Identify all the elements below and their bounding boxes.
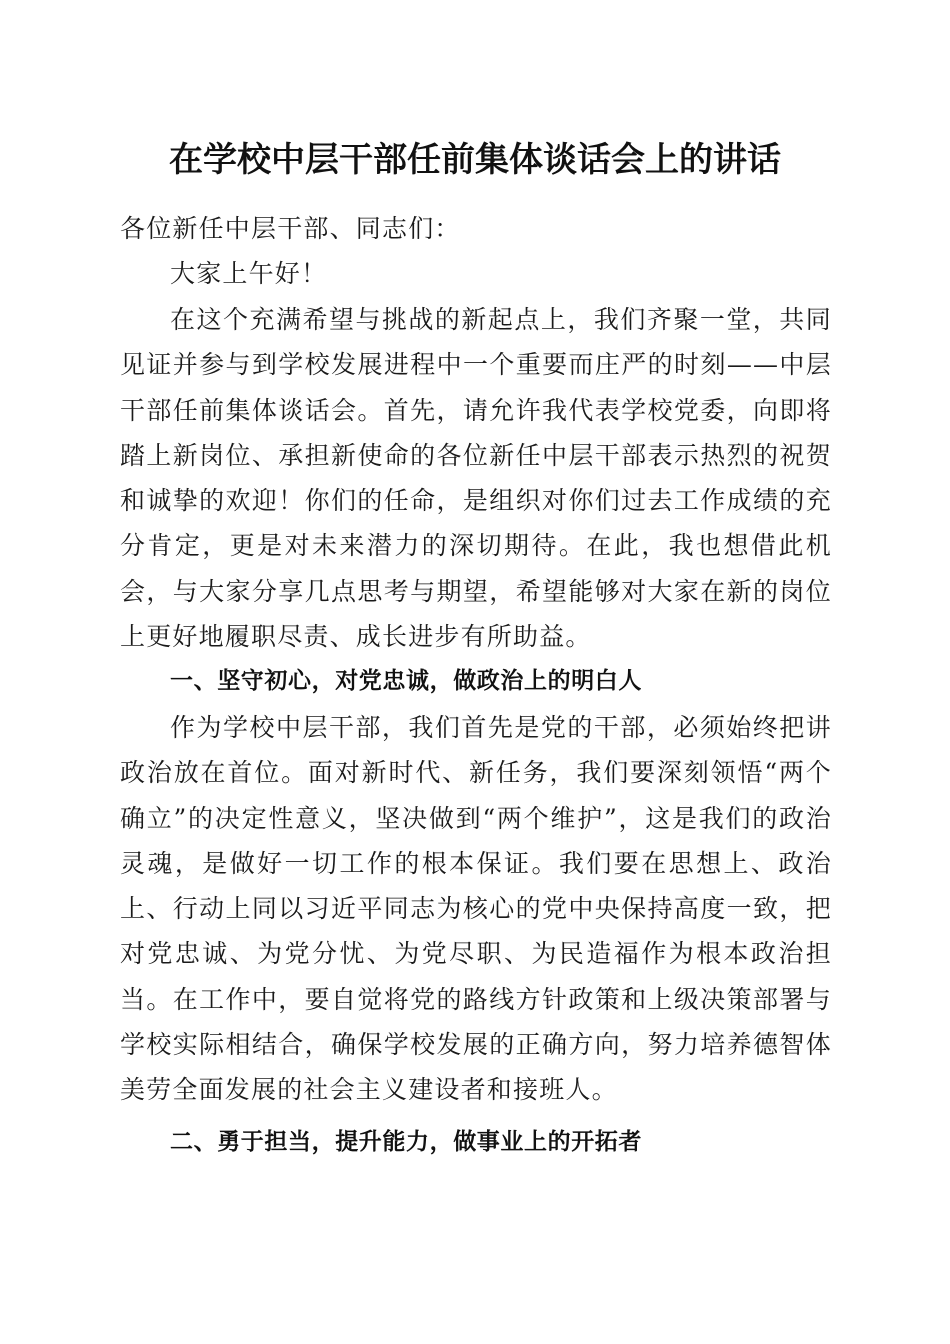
document-title: 在学校中层干部任前集体谈话会上的讲话 <box>169 140 781 180</box>
paragraph-section-one: 作为学校中层干部，我们首先是党的干部，必须始终把讲政治放在首位。面对新时代、新任务，我们要深刻领悟“两个确立”的决定性意义，坚决做到“两个维护”，这是我们的政治灵魂，是做好一切工作的根本保证。我们要在思想上、政治上、行动上同以习近平同志为核心的党中央保持高度一致，把对党忠诚、为党分忧、为党尽职、为民造福作为根本政治担当。在工作中，要自觉将党的路线方针政策和上级决策部署与学校实际相结合，确保学校发展的正确方向，努力培养德智体美劳全面发展的社会主义建设者和接班人。 <box>120 713 832 1105</box>
greeting: 大家上午好！ <box>170 259 328 288</box>
section-heading-one: 一、坚守初心，对党忠诚，做政治上的明白人 <box>170 668 642 694</box>
section-heading-two: 二、勇于担当，提升能力，做事业上的开拓者 <box>170 1129 642 1155</box>
paragraph-opening: 在这个充满希望与挑战的新起点上，我们齐聚一堂，共同见证并参与到学校发展进程中一个重要而庄严的时刻——中层干部任前集体谈话会。首先，请允许我代表学校党委，向即将踏上新岗位、承担新使命的各位新任中层干部表示热烈的祝贺和诚挚的欢迎！你们的任命，是组织对你们过去工作成绩的充分肯定，更是对未来潜力的深切期待。在此，我也想借此机会，与大家分享几点思考与期望，希望能够对大家在新的岗位上更好地履职尽责、成长进步有所助益。 <box>120 305 832 652</box>
salutation: 各位新任中层干部、同志们： <box>120 214 461 243</box>
